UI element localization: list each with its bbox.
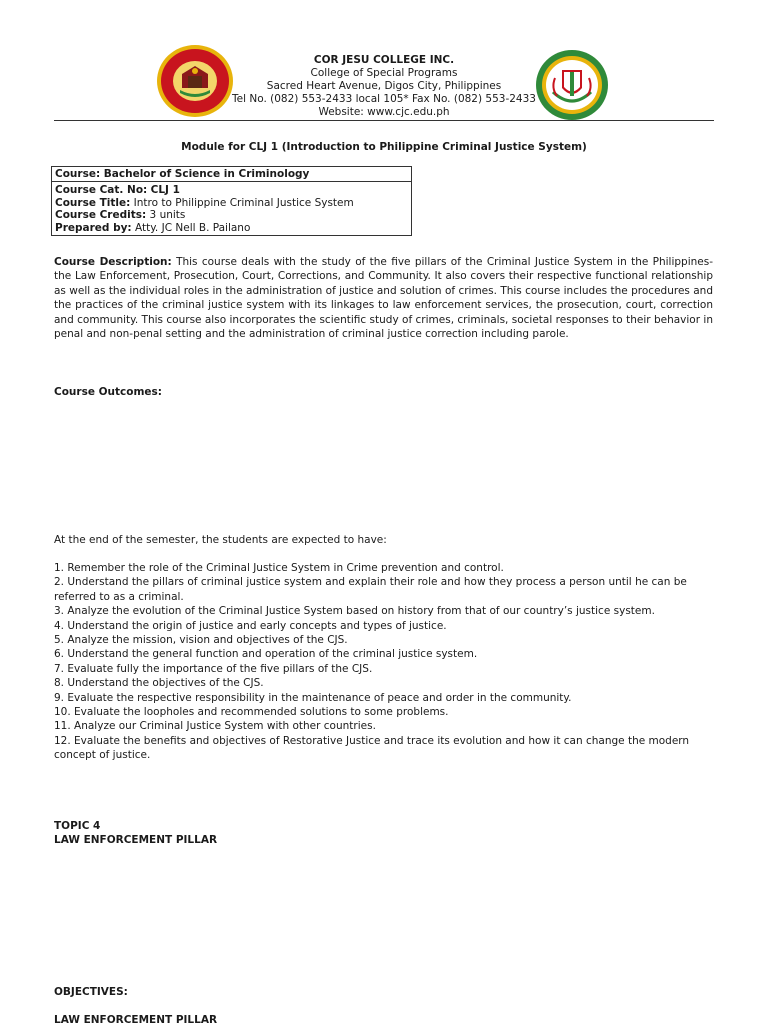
course-prepared-row: Prepared by: Atty. JC Nell B. Pailano bbox=[55, 221, 251, 234]
course-author: Atty. JC Nell B. Pailano bbox=[134, 221, 251, 234]
course-info-box bbox=[51, 166, 412, 236]
course-credits: 3 units bbox=[149, 209, 186, 222]
list-item: 7. Evaluate fully the importance of the five pillars of the CJS. bbox=[54, 662, 373, 675]
school-address: Sacred Heart Avenue, Digos City, Philippines bbox=[266, 80, 502, 92]
topic-title: LAW ENFORCEMENT PILLAR bbox=[54, 834, 218, 846]
school-contact: Tel No. (082) 553-2433 local 105* Fax No. (082) 553-2433 bbox=[232, 93, 536, 105]
outcomes-intro: At the end of the semester, the students are expected to have: bbox=[54, 534, 387, 546]
course-title-row: Course Title: Intro to Philippine Criminal Justice System bbox=[55, 196, 354, 209]
module-title: Module for CLJ 1 (Introduction to Philippine Criminal Justice System) bbox=[181, 141, 587, 153]
course-details bbox=[52, 182, 411, 235]
course-description-label: Course Description: bbox=[54, 256, 172, 268]
department-name: College of Special Programs bbox=[310, 67, 458, 79]
list-item: 4. Understand the origin of justice and early concepts and types of justice. bbox=[54, 619, 447, 632]
header-divider bbox=[54, 120, 714, 121]
course-cat-no: CLJ 1 bbox=[150, 184, 180, 196]
course-program: Course: Bachelor of Science in Criminology bbox=[52, 167, 411, 182]
list-item: 6. Understand the general function and operation of the criminal justice system. bbox=[54, 648, 478, 661]
objectives-subheading: LAW ENFORCEMENT PILLAR bbox=[54, 1014, 218, 1026]
list-item: 12. Evaluate the benefits and objectives of Restorative Justice and trace its evolution and how it can change the modern concept of justice. bbox=[54, 734, 690, 762]
letterhead bbox=[200, 54, 568, 119]
school-website: Website: www.cjc.edu.ph bbox=[318, 106, 450, 118]
list-item: 5. Analyze the mission, vision and objectives of the CJS. bbox=[54, 634, 348, 647]
outcomes-list bbox=[54, 561, 714, 763]
objectives-heading: OBJECTIVES: bbox=[54, 986, 128, 998]
course-description-text: This course deals with the study of the five pillars of the Criminal Justice System in the Philippines- the Law Enforcement, Prosecution, Court, Corrections, and Community. It also covers their respective functional relationship as well as the individual roles in the administration of justice and solution of crimes. This course includes the procedures and the practices of the criminal justice system with its linkages to law enforcement services, the prosecution, court, correction and community. This course also incorporates the scientific study of crimes, criminals, societal responses to their behavior in penal and non-penal setting and the administration of criminal justice correction including parole. bbox=[54, 256, 714, 341]
course-outcomes-heading: Course Outcomes: bbox=[54, 386, 162, 398]
course-cat-no-row: Course Cat. No: CLJ 1 bbox=[55, 184, 180, 196]
list-item: 10. Evaluate the loopholes and recommended solutions to some problems. bbox=[54, 706, 449, 719]
list-item: 1. Remember the role of the Criminal Justice System in Crime prevention and control. bbox=[54, 562, 504, 574]
course-title: Intro to Philippine Criminal Justice System bbox=[133, 196, 354, 209]
course-description bbox=[54, 255, 713, 341]
list-item: 8. Understand the objectives of the CJS. bbox=[54, 677, 264, 690]
list-item: 11. Analyze our Criminal Justice System with other countries. bbox=[54, 720, 376, 733]
list-item: 9. Evaluate the respective responsibility in the maintenance of peace and order in the community. bbox=[54, 691, 572, 704]
college-of-special-programs-logo bbox=[531, 48, 613, 122]
course-credits-row: Course Credits: 3 units bbox=[55, 209, 186, 222]
list-item: 2. Understand the pillars of criminal justice system and explain their role and how they process a person until he can be referred to as a criminal. bbox=[54, 576, 687, 603]
school-name: COR JESU COLLEGE INC. bbox=[313, 54, 455, 66]
list-item: 3. Analyze the evolution of the Criminal Justice System based on history from that of our country’s justice system. bbox=[54, 605, 655, 618]
topic-number: TOPIC 4 bbox=[54, 820, 101, 832]
